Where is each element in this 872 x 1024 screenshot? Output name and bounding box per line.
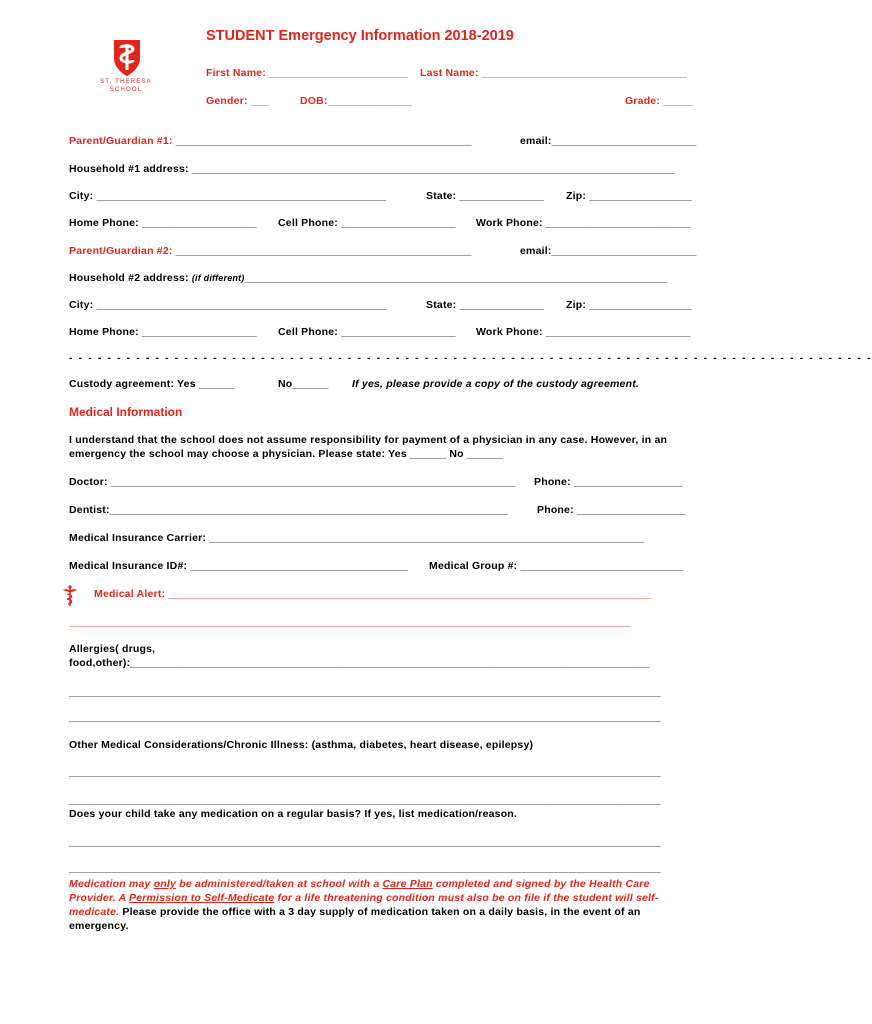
other-line2[interactable]: __________________________________________________________________________________________________ <box>69 794 661 806</box>
dob-field[interactable]: DOB:______________ <box>300 95 413 107</box>
allergies-field[interactable]: food,other):______________________________________________________________________________________ <box>69 657 650 669</box>
city2-field[interactable]: City: ________________________________________________ <box>69 299 387 311</box>
medical-group-field[interactable]: Medical Group #: ___________________________ <box>429 560 684 572</box>
zip2-field[interactable]: Zip: _________________ <box>566 299 692 311</box>
last-name-field[interactable]: Last Name: __________________________________ <box>420 67 688 79</box>
medication-line2[interactable]: __________________________________________________________________________________________________ <box>69 862 661 874</box>
household1-address-field[interactable]: Household #1 address: ________________________________________________________________________________ <box>69 163 676 175</box>
household2-address-field[interactable]: Household #2 address: (if different)______________________________________________________________________ <box>69 272 668 284</box>
care-plan-link[interactable]: Care Plan <box>382 878 433 890</box>
medical-heading: Medical Information <box>69 405 183 419</box>
gender-field[interactable]: Gender: ___ <box>206 95 269 107</box>
guardian2-email-field[interactable]: email:________________________ <box>520 245 697 257</box>
zip1-field[interactable]: Zip: _________________ <box>566 190 692 202</box>
city1-field[interactable]: City: ________________________________________________ <box>69 190 387 202</box>
dentist-phone-field[interactable]: Phone: __________________ <box>537 504 686 516</box>
self-medicate-link[interactable]: Permission to Self-Medicate <box>128 892 275 904</box>
cell-phone2-field[interactable]: Cell Phone: ___________________ <box>278 326 456 338</box>
state2-field[interactable]: State: ______________ <box>426 299 545 311</box>
guardian2-label: Parent/Guardian #2: <box>69 245 176 257</box>
guardian1-email-field[interactable]: email:________________________ <box>520 135 697 147</box>
grade-field[interactable]: Grade: _____ <box>625 95 694 107</box>
caduceus-icon <box>62 585 78 607</box>
medical-alert-field[interactable]: Medical Alert: ________________________________________________________________________________ <box>94 588 652 600</box>
other-considerations-label: Other Medical Considerations/Chronic Illness: (asthma, diabetes, heart disease, epilepsy) <box>69 739 534 751</box>
dashed-separator: - - - - - - - - - - - - - - - - - - - - - - - - - - - - - - - - - - - - - - - - - - - - - - - - - - - - - - - - - - - - - - - - - - - - - - - - - - - - - - - - - - - - <box>69 352 872 364</box>
work-phone2-field[interactable]: Work Phone: ________________________ <box>476 326 691 338</box>
home-phone2-field[interactable]: Home Phone: ___________________ <box>69 326 257 338</box>
custody-no-field[interactable]: No______ <box>278 378 329 390</box>
other-line1[interactable]: __________________________________________________________________________________________________ <box>69 766 661 778</box>
work-phone1-field[interactable]: Work Phone: ________________________ <box>476 217 691 229</box>
doctor-phone-field[interactable]: Phone: __________________ <box>534 476 683 488</box>
first-name-field[interactable]: First Name: _______________________ <box>206 67 408 79</box>
allergies-line3[interactable]: __________________________________________________________________________________________________ <box>69 711 661 723</box>
physician-statement: I understand that the school does not assume responsibility for payment of a physician in any case. However, in an emergency the school may choose a physician. Please state: Yes ______ No ______ <box>69 434 668 460</box>
medical-alert-line2[interactable]: _____________________________________________________________________________________________ <box>69 616 631 628</box>
custody-yes-field[interactable]: Custody agreement: Yes ______ <box>69 378 236 390</box>
guardian1-label: Parent/Guardian #1: <box>69 135 176 147</box>
allergies-label: Allergies( drugs, <box>69 643 156 655</box>
page-title: STUDENT Emergency Information 2018-2019 <box>206 28 514 44</box>
doctor-field[interactable]: Doctor: ___________________________________________________________________ <box>69 476 516 488</box>
state1-field[interactable]: State: ______________ <box>426 190 545 202</box>
medication-question: Does your child take any medication on a regular basis? If yes, list medication/reason. <box>69 808 518 820</box>
guardian1-field[interactable]: Parent/Guardian #1: _________________________________________________ <box>69 135 472 147</box>
cell-phone1-field[interactable]: Cell Phone: ___________________ <box>278 217 456 229</box>
logo-text: ST. THERESA SCHOOL <box>100 79 152 93</box>
insurance-carrier-field[interactable]: Medical Insurance Carrier: ________________________________________________________________________ <box>69 532 645 544</box>
custody-note: If yes, please provide a copy of the custody agreement. <box>352 378 640 390</box>
guardian2-field[interactable]: Parent/Guardian #2: _________________________________________________ <box>69 245 472 257</box>
home-phone1-field[interactable]: Home Phone: ___________________ <box>69 217 257 229</box>
dentist-field[interactable]: Dentist:__________________________________________________________________ <box>69 504 509 516</box>
allergies-line2[interactable]: __________________________________________________________________________________________________ <box>69 686 661 698</box>
medication-policy: Medication may only be administered/taken at school with a Care Plan completed and signed by the Health Care Provider. A Permission to Self-Medicate for a life threatening condition must also be on file if the student will self-medicate. Please provide the office with a 3 day supply of medication taken on a daily basis, in the event of an emergency. <box>69 878 659 932</box>
medication-line1[interactable]: __________________________________________________________________________________________________ <box>69 836 661 848</box>
insurance-id-field[interactable]: Medical Insurance ID#: ____________________________________ <box>69 560 408 572</box>
